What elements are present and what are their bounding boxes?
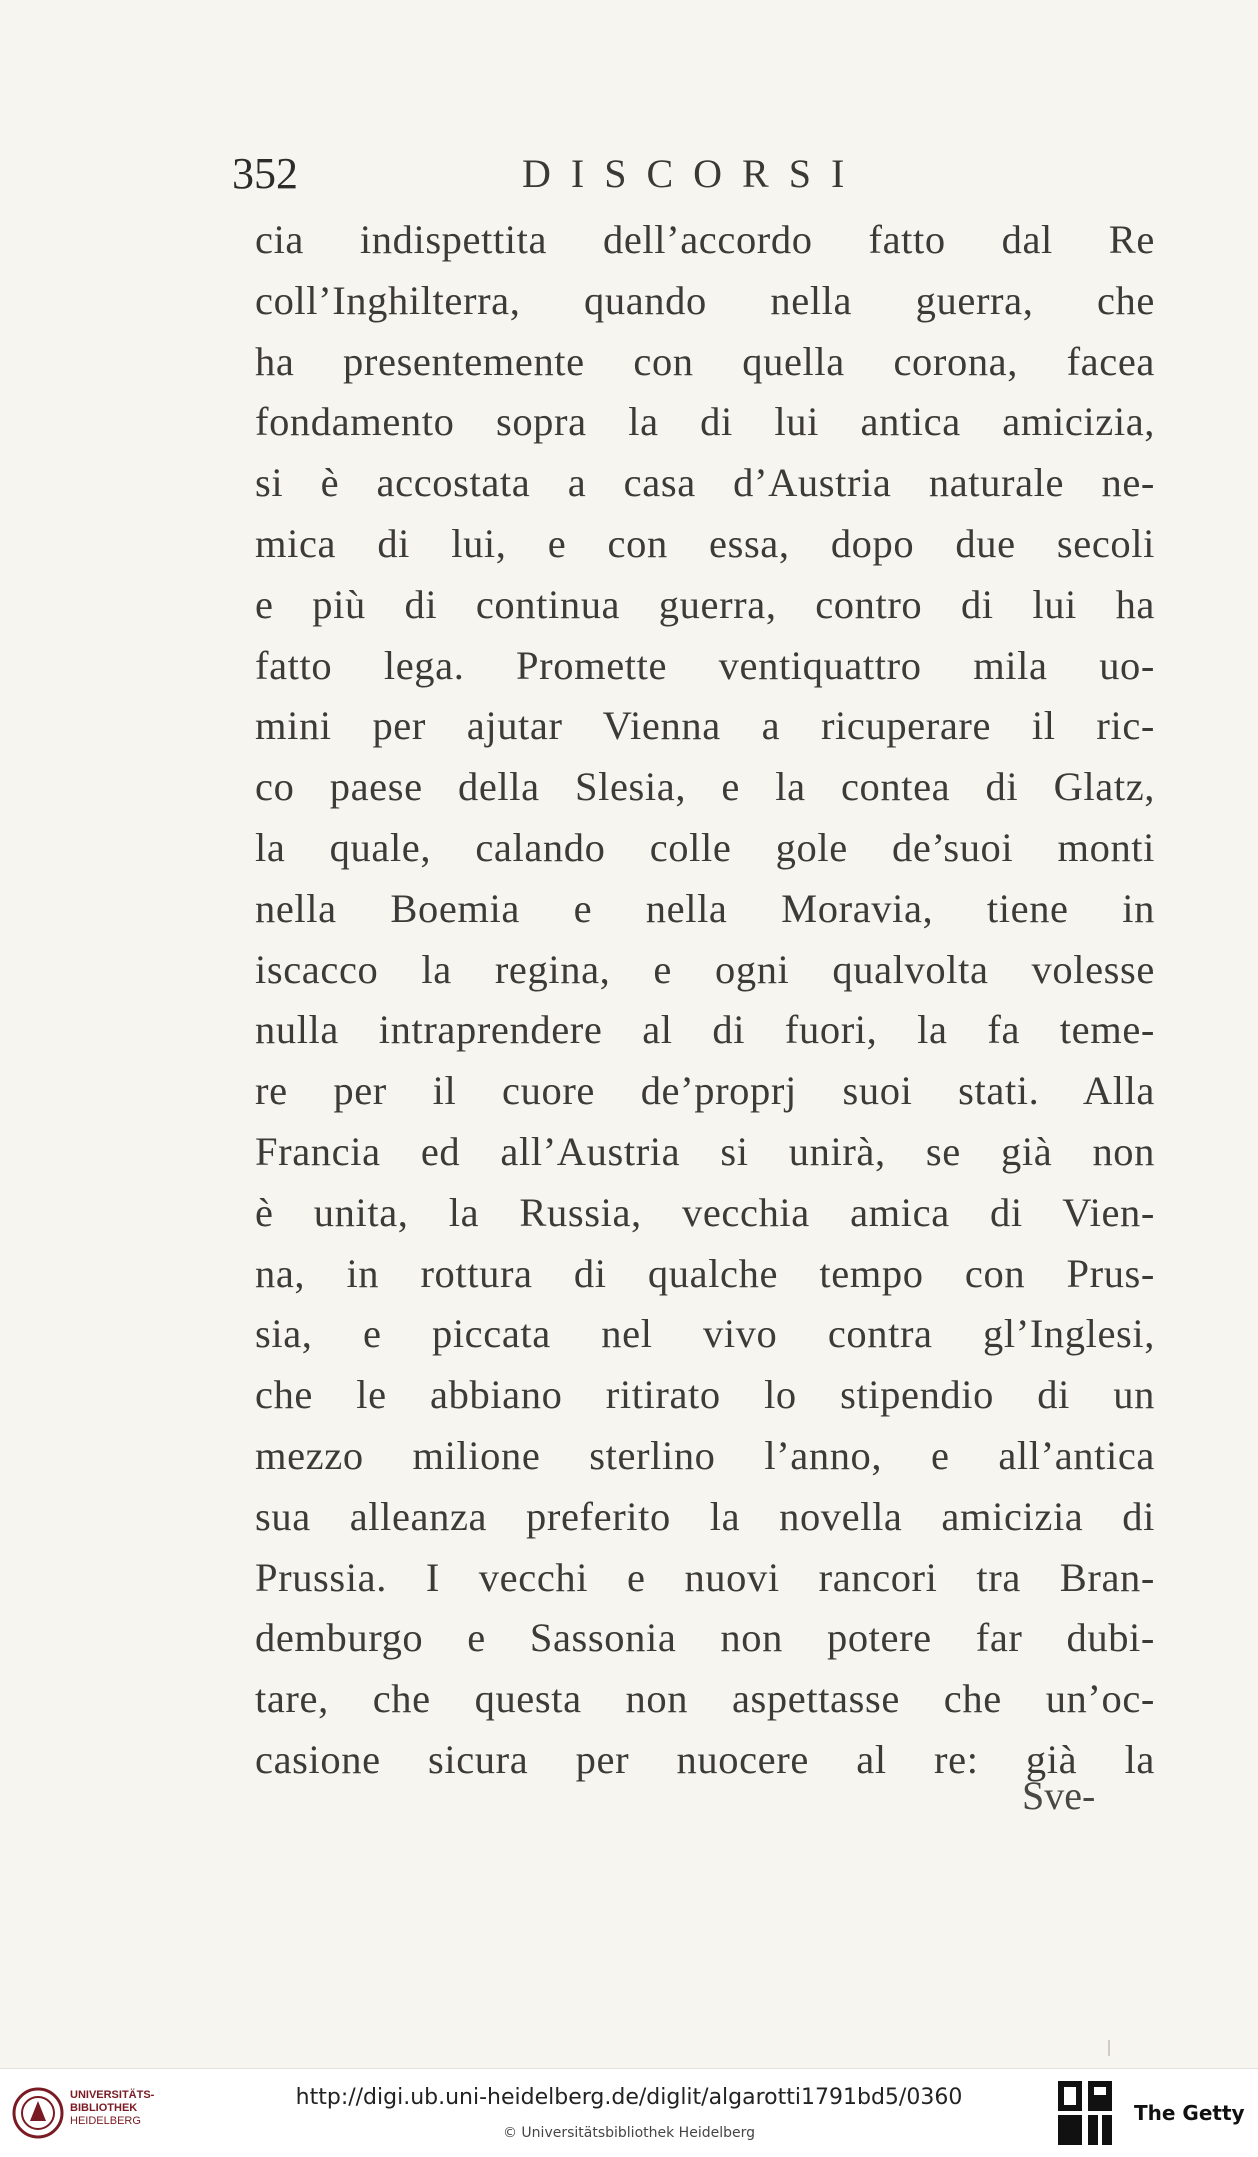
library-logo-line: HEIDELBERG xyxy=(70,2115,141,2127)
text-line: mezzo milione sterlino l’anno, e all’antica xyxy=(255,1432,1155,1478)
getty-logo-icon xyxy=(1058,2081,1112,2145)
text-line: mica di lui, e con essa, dopo due secoli xyxy=(255,520,1155,566)
body-text xyxy=(255,210,1155,1791)
catchword: Sve- xyxy=(1022,1773,1096,1818)
text-line: e più di continua guerra, contro di lui ha xyxy=(255,581,1155,627)
text-line: fatto lega. Promette ventiquattro mila uo- xyxy=(255,642,1155,688)
text-line: cia indispettita dell’accordo fatto dal Re xyxy=(255,217,1155,262)
text-line: demburgo e Sassonia non potere far dubi- xyxy=(255,1615,1155,1661)
text-line: Prussia. I vecchi e nuovi rancori tra Bran- xyxy=(255,1554,1155,1600)
text-line: nella Boemia e nella Moravia, tiene in xyxy=(255,885,1155,931)
page-number: 352 xyxy=(232,149,298,198)
text-line: na, in rottura di qualche tempo con Prus- xyxy=(255,1250,1155,1296)
copyright-notice: © Universitätsbibliothek Heidelberg xyxy=(502,2125,755,2141)
text-line: sua alleanza preferito la novella amicizia di xyxy=(255,1493,1155,1539)
getty-logo-text: The Getty xyxy=(1134,2101,1245,2125)
viewer-footer xyxy=(0,2068,1258,2157)
text-line: iscacco la regina, e ogni qualvolta volesse xyxy=(255,946,1155,992)
text-line: la quale, calando colle gole de’suoi monti xyxy=(255,824,1155,870)
text-line: fondamento sopra la di lui antica amicizia, xyxy=(255,399,1155,445)
text-line: coll’Inghilterra, quando nella guerra, che xyxy=(255,277,1155,323)
text-line: re per il cuore de’proprj suoi stati. Alla xyxy=(255,1068,1155,1114)
text-line: si è accostata a casa d’Austria naturale ne- xyxy=(255,460,1155,506)
getty-logo[interactable] xyxy=(1058,2081,1248,2147)
text-line: sia, e piccata nel vivo contra gl’Inglesi, xyxy=(255,1311,1155,1357)
page-header xyxy=(232,148,932,204)
running-head: DISCORSI xyxy=(522,151,865,196)
text-line: che le abbiano ritirato lo stipendio di un xyxy=(255,1372,1155,1418)
permalink-url[interactable]: http://digi.ub.uni-heidelberg.de/diglit/algarotti1791bd5/0360 xyxy=(295,2085,963,2110)
text-line: co paese della Slesia, e la contea di Glatz, xyxy=(255,764,1155,810)
library-logo-line: BIBLIOTHEK xyxy=(70,2102,138,2114)
scan-mark xyxy=(1108,2040,1110,2056)
text-line: casione sicura per nuocere al re: già la xyxy=(255,1736,1155,1782)
text-line: è unita, la Russia, vecchia amica di Vien- xyxy=(255,1189,1155,1235)
text-line: tare, che questa non aspettasse che un’oc- xyxy=(255,1676,1155,1722)
text-line: ha presentemente con quella corona, facea xyxy=(255,338,1155,384)
text-line: Francia ed all’Austria si unirà, se già non xyxy=(255,1128,1155,1174)
text-line: nulla intraprendere al di fuori, la fa teme- xyxy=(255,1007,1155,1053)
text-line: mini per ajutar Vienna a ricuperare il ric- xyxy=(255,703,1155,749)
library-logo-line: UNIVERSITÄTS- xyxy=(70,2089,155,2101)
